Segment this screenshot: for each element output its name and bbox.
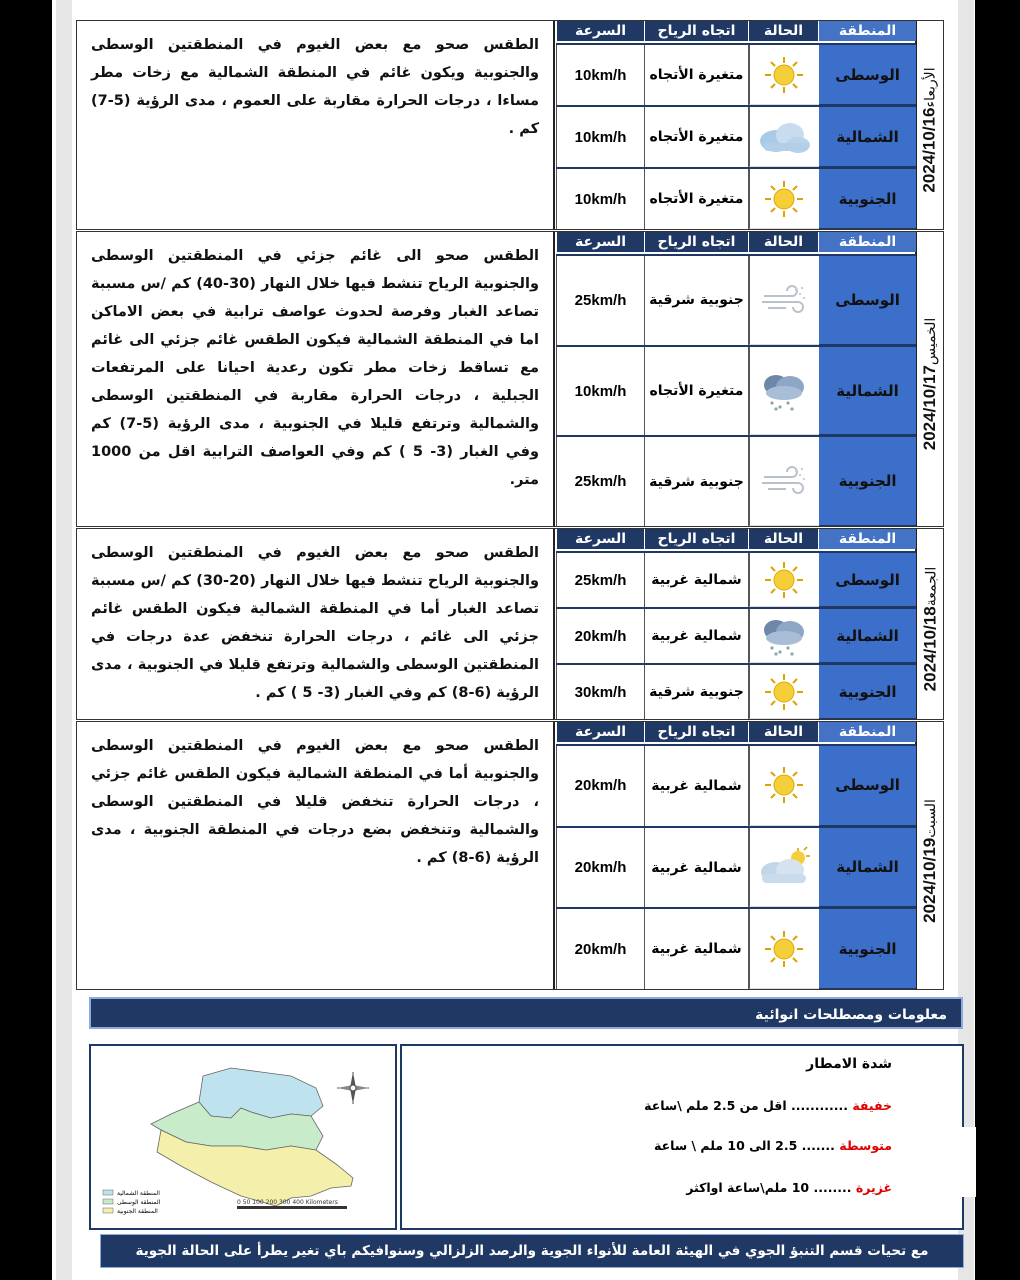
region-cell: الشمالية — [819, 107, 916, 167]
table-row — [556, 826, 916, 908]
wind-speed-cell: 25km/h — [556, 437, 644, 526]
forecast-table — [556, 232, 916, 526]
scan-artifact — [948, 1127, 976, 1197]
legend-light-text: ............ اقل من 2.5 ملم \ساعة — [644, 1098, 848, 1113]
region-cell: الجنوبية — [819, 665, 916, 719]
wind-speed-cell: 10km/h — [556, 347, 644, 436]
table-row — [556, 607, 916, 663]
wind-direction-cell: شمالية غربية — [644, 609, 749, 663]
wind-speed-cell: 20km/h — [556, 828, 644, 908]
scale-bar — [237, 1206, 347, 1209]
sun-cloud-icon — [749, 828, 819, 908]
day-block-4 — [76, 721, 944, 990]
header-wind-direction: اتجاه الرياح — [644, 232, 748, 252]
wind-speed-cell: 20km/h — [556, 746, 644, 826]
table-row — [556, 43, 916, 105]
table-header — [556, 21, 916, 41]
map-legend — [103, 1190, 113, 1213]
day-date: 2024/10/19 — [920, 837, 939, 923]
wind-speed-cell: 30km/h — [556, 665, 644, 719]
date-column — [915, 722, 943, 989]
rain-intensity-legend — [400, 1044, 964, 1230]
region-cell: الجنوبية — [819, 169, 916, 229]
forecast-table — [556, 21, 916, 229]
sun-icon — [749, 169, 819, 229]
cloud-rain-icon — [749, 609, 819, 663]
wind-speed-cell: 25km/h — [556, 553, 644, 607]
region-cell: الجنوبية — [819, 909, 916, 989]
wind-direction-cell: شمالية غربية — [644, 828, 749, 908]
footer-banner: مع تحيات قسم التنبؤ الجوي في الهيئة العامة للأنواء الجوية والرصد الزلزالي وسنوافيكم باي تغير يطرأ على الحالة الجوية — [100, 1234, 964, 1268]
day-name: الأربعاء — [922, 67, 939, 108]
sun-icon — [749, 553, 819, 607]
cloud-icon — [749, 107, 819, 167]
header-state: الحالة — [748, 529, 818, 549]
table-row — [556, 663, 916, 719]
table-row — [556, 435, 916, 526]
legend-heavy-label: غزيرة — [855, 1180, 892, 1195]
legend-moderate-text: ....... 2.5 الى 10 ملم \ ساعة — [654, 1138, 835, 1153]
header-wind-direction: اتجاه الرياح — [644, 529, 748, 549]
sun-icon — [749, 665, 819, 719]
page-left-margin — [56, 0, 72, 1280]
region-cell: الوسطى — [819, 256, 916, 345]
table-row — [556, 167, 916, 229]
header-state: الحالة — [748, 722, 818, 742]
legend-heavy-text: ........ 10 ملم\ساعة اواكثر — [686, 1180, 852, 1195]
dust-wind-icon — [749, 437, 819, 526]
header-speed: السرعة — [556, 722, 644, 742]
region-cell: الجنوبية — [819, 437, 916, 526]
date-column — [915, 529, 943, 719]
region-cell: الشمالية — [819, 347, 916, 436]
header-wind-direction: اتجاه الرياح — [644, 722, 748, 742]
header-region: المنطقة — [818, 722, 916, 742]
info-bar: معلومات ومصطلحات انوائية — [89, 997, 963, 1029]
header-state: الحالة — [748, 232, 818, 252]
day-date: 2024/10/16 — [920, 107, 940, 193]
map-legend-center: المنطقة الوسطى — [117, 1199, 161, 1206]
wind-speed-cell: 10km/h — [556, 107, 644, 167]
wind-speed-cell: 20km/h — [556, 609, 644, 663]
wind-speed-cell: 25km/h — [556, 256, 644, 345]
table-row — [556, 105, 916, 167]
table-row — [556, 551, 916, 607]
table-row — [556, 744, 916, 826]
header-speed: السرعة — [556, 21, 644, 41]
header-wind-direction: اتجاه الرياح — [644, 21, 748, 41]
region-cell: الشمالية — [819, 609, 916, 663]
cloud-rain-icon — [749, 347, 819, 436]
legend-title: شدة الامطار — [806, 1056, 892, 1072]
forecast-table — [556, 722, 916, 989]
wind-speed-cell: 20km/h — [556, 909, 644, 989]
compass-icon — [337, 1072, 369, 1104]
wind-speed-cell: 10km/h — [556, 169, 644, 229]
wind-direction-cell: متغيرة الأتجاه — [644, 107, 749, 167]
north-region — [199, 1068, 323, 1118]
map-legend-north: المنطقة الشمالية — [117, 1190, 160, 1197]
date-column — [915, 232, 943, 526]
wind-direction-cell: متغيرة الأتجاه — [644, 347, 749, 436]
wind-speed-cell: 10km/h — [556, 45, 644, 105]
wind-direction-cell: شمالية غربية — [644, 909, 749, 989]
day-block-2 — [76, 231, 944, 527]
wind-direction-cell: متغيرة الأتجاه — [644, 169, 749, 229]
header-state: الحالة — [748, 21, 818, 41]
legend-light — [644, 1098, 892, 1113]
header-speed: السرعة — [556, 529, 644, 549]
wind-direction-cell: جنوبية شرقية — [644, 665, 749, 719]
forecast-description: الطقس صحو مع بعض الغيوم في المنطقتين الوسطى والجنوبية ويكون غائم في المنطقة الشمالية مع زخات مطر مساءا ، درجات الحرارة مقاربة على العموم ، مدى الرؤية (5-7) كم . — [77, 21, 555, 229]
iraq-map — [89, 1044, 397, 1230]
header-speed: السرعة — [556, 232, 644, 252]
table-header — [556, 722, 916, 742]
legend-moderate-label: متوسطة — [839, 1138, 892, 1153]
sun-icon — [749, 45, 819, 105]
wind-direction-cell: شمالية غربية — [644, 553, 749, 607]
legend-moderate — [654, 1138, 892, 1153]
day-block-1 — [76, 20, 944, 230]
day-name: الخميس — [922, 317, 939, 366]
date-column — [915, 21, 943, 229]
day-date: 2024/10/17 — [920, 365, 940, 451]
forecast-description: الطقس صحو مع بعض الغيوم في المنطقتين الوسطى والجنوبية أما في المنطقة الشمالية فيكون الطقس غائم جزئي ، درجات الحرارة تنخفض قليلا في المنطقتين الوسطى والشمالية وتنخفض بضع درجات في المنطقة الجنوبية ، مدى الرؤية (6-8) كم . — [77, 722, 555, 989]
table-row — [556, 907, 916, 989]
legend-light-label: خفيفة — [852, 1098, 892, 1113]
table-row — [556, 345, 916, 436]
forecast-description: الطقس صحو مع بعض الغيوم في المنطقتين الوسطى والجنوبية الرياح تنشط فيها خلال النهار (20-30) كم /س مسببة تصاعد الغبار أما في المنطقة الشمالية فيكون الطقس غائم جزئي الى غائم ، درجات الحرارة تنخفض عدة درجات في المنطقتين الوسطى والشمالية وترتفع قليلا في الجنوبية ، مدى الرؤية (6-8) كم وفي الغبار (3- 5 ) كم . — [77, 529, 555, 719]
wind-direction-cell: شمالية غربية — [644, 746, 749, 826]
region-cell: الوسطى — [819, 746, 916, 826]
wind-direction-cell: جنوبية شرقية — [644, 256, 749, 345]
dust-wind-icon — [749, 256, 819, 345]
day-date: 2024/10/18 — [920, 606, 940, 692]
table-header — [556, 232, 916, 252]
header-region: المنطقة — [818, 21, 916, 41]
sun-icon — [749, 746, 819, 826]
day-block-3 — [76, 528, 944, 720]
table-row — [556, 254, 916, 345]
region-cell: الوسطى — [819, 45, 916, 105]
map-legend-south: المنطقة الجنوبية — [117, 1208, 158, 1215]
header-region: المنطقة — [818, 529, 916, 549]
day-name: السبت — [922, 798, 938, 838]
legend-heavy — [686, 1180, 892, 1195]
scale-text: 0 50 100 200 300 400 Kilometers — [237, 1199, 338, 1206]
wind-direction-cell: جنوبية شرقية — [644, 437, 749, 526]
forecast-description: الطقس صحو الى غائم جزئي في المنطقتين الوسطى والجنوبية الرياح تنشط فيها خلال النهار (30-40) كم /س مسببة تصاعد الغبار وفرصة لحدوث عواصف ترابية في بعض الاماكن اما في المنطقة الشمالية فيكون الطقس غائم جزئي الى غائم مع تساقط زخات مطر تكون رعدية احيانا على المرتفعات الجبلية ، درجات الحرارة مقاربة في المنطقتين الوسطى والشمالية وترتفع قليلا في الجنوبية ، مدى الرؤية (5-7) كم وفي الغبار (3- 5 ) كم وفي العواصف الترابية اقل من 1000 متر. — [77, 232, 555, 526]
header-region: المنطقة — [818, 232, 916, 252]
table-header — [556, 529, 916, 549]
forecast-table — [556, 529, 916, 719]
sun-icon — [749, 909, 819, 989]
day-name: الجمعة — [922, 566, 939, 607]
region-cell: الشمالية — [819, 828, 916, 908]
region-cell: الوسطى — [819, 553, 916, 607]
wind-direction-cell: متغيرة الأتجاه — [644, 45, 749, 105]
